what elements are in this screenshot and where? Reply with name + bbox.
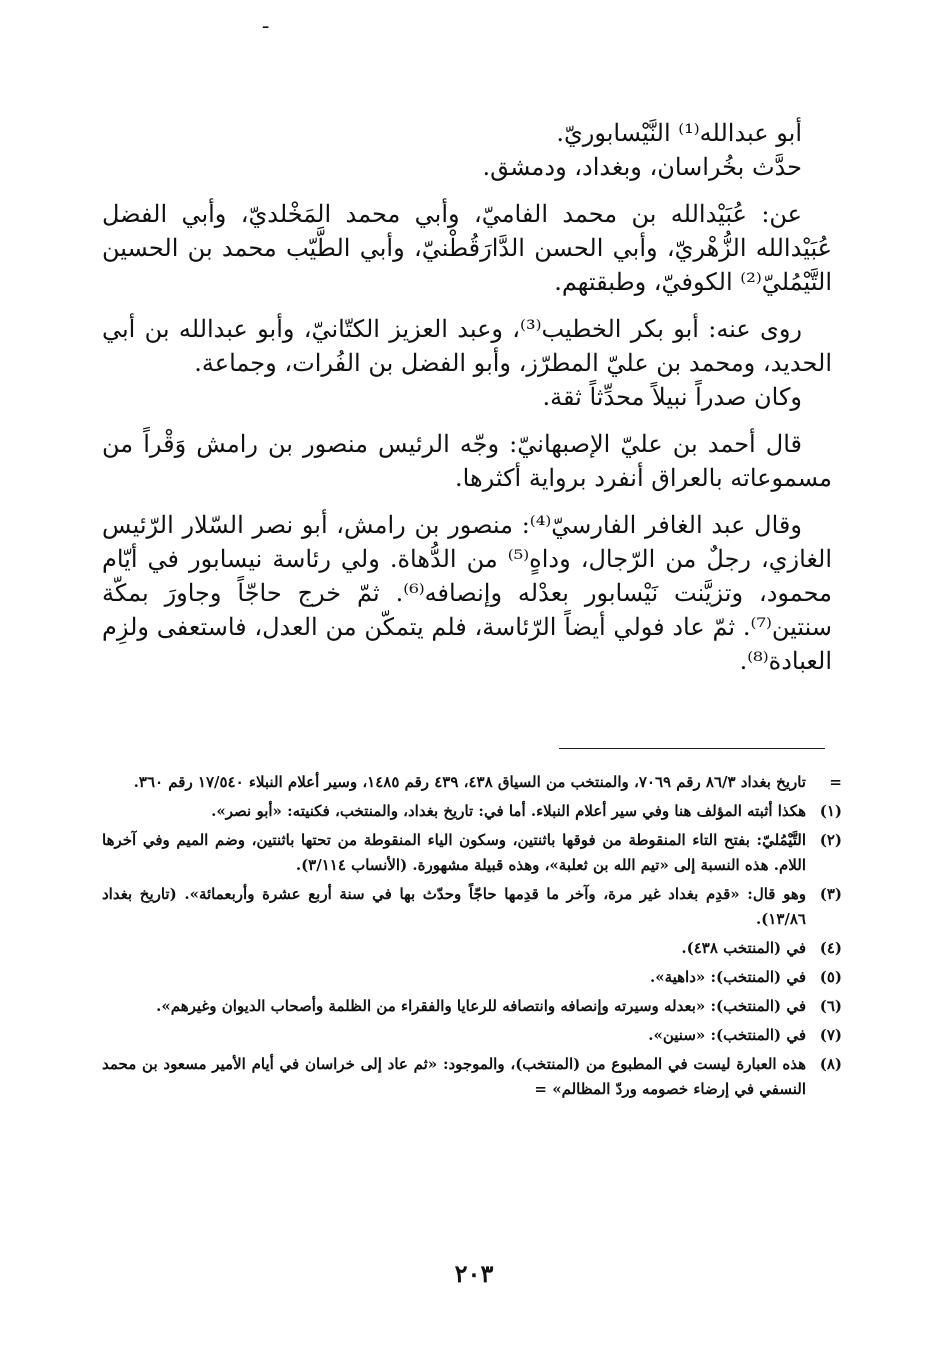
paragraph-gap [102,184,832,197]
narration-line: حدَّث بخُراسان، وبغداد، ودمشق. [482,153,802,181]
footnote-mark: = [829,773,842,791]
farisi-quote: وقال عبد الغافر الفارسيّ⁽⁴⁾: منصور بن رامش، أبو نصر السّلار الرّئيس الغازي، رجلٌ من الرّجال، وداهٍ⁽⁵⁾ من الدُّهاة. ولي رئاسة نيسابور في أيّام محمود، وتزيَّنت نَيْسابور بعدْله وإنصافه⁽⁶⁾. ثمّ خرج حاجّاً وجاورَ بمكّة سنتين⁽⁷⁾. ثمّ عاد فولي أيضاً الرّئاسة، فلم يتمكّن من العدل، فاستعفى ولزِم العبادة⁽⁸⁾. [102,511,833,675]
footnote-text: في (المنتخب): «بعدله وسيرته وإنصافه وانتصافه للرعايا والفقراء من الظلمة وأصحاب الديوان وغيرهم». [156,997,806,1015]
name-line: أبو عبدالله⁽¹⁾ النَّيْسابوريّ. [556,119,802,147]
footnote-text: هذه العبارة ليست في المطبوع من (المنتخب)، والموجود: «ثم عاد إلى خراسان في أيام الأمير مسعود بن محمد النسفي في إرضاء خصومه وردّ المظالم» = [102,1055,806,1098]
footnote-text: في (المنتخب ٤٣٨). [681,939,806,957]
isbahani-quote: قال أحمد بن عليّ الإصبهانيّ: وجّه الرئيس منصور بن رامش وَقْراً من مسموعاته بالعراق أنفرد برواية أكثرها. [102,430,832,492]
footnote-mark: (٣) [819,885,842,903]
footnote-item [102,828,842,878]
footnote-mark: (٤) [819,939,842,957]
footnote-text: في (المنتخب): «داهية». [649,968,806,986]
top-mark: ـ [263,12,269,33]
footnote-item [102,936,842,961]
paragraph-gap [102,299,832,312]
paragraph-gap [102,414,832,427]
footnote-text: هكذا أثبته المؤلف هنا وفي سير أعلام النبلاء. أما في: تاريخ بغداد، والمنتخب، فكنيته: «أبو نصر». [211,802,806,820]
footnote-item [102,1023,842,1048]
trust-line: وكان صدراً نبيلاً محدِّثاً ثقة. [542,383,802,411]
footnote-text: وهو قال: «قدِم بغداد غير مرة، وآخر ما قدِمها حاجّاً وحدّث بها في سنة أربع عشرة وأربعمائة». (تاريخ بغداد ١٣/٨٦). [102,885,806,928]
footnote-mark: (٢) [819,831,842,849]
main-text [102,116,832,678]
footnote-text: تاريخ بغداد ٨٦/٣ رقم ٧٠٦٩، والمنتخب من السياق ٤٣٨، ٤٣٩ رقم ١٤٨٥، وسير أعلام النبلاء ١٧/٥٤٠ رقم ٣٦٠. [133,773,806,791]
footnote-item [102,799,842,824]
footnote-text: التَّيْمُليّ: بفتح التاء المنقوطة من فوقها باثنتين، وسكون الياء المنقوطة من تحتها باثنتين، وضم الميم وفي آخرها اللام. هذه النسبة إلى «تيم الله بن ثعلبة»، وهذه قبيلة مشهورة. (الأنساب ٣/١١٤). [102,831,806,874]
footnote-item [102,882,842,932]
footnote-mark: (٧) [819,1026,842,1044]
footnotes [102,770,842,1106]
footnote-mark: (٥) [819,968,842,986]
page-number: ٢٠٣ [454,1259,494,1288]
footnote-text: في (المنتخب): «سنين». [648,1026,806,1044]
footnote-mark: (١) [819,802,842,820]
footnote-item [102,770,842,795]
footnote-item [102,1052,842,1102]
footnote-separator [559,748,825,749]
footnote-mark: (٦) [819,997,842,1015]
footnote-item [102,965,842,990]
footnote-mark: (٨) [819,1055,842,1073]
teachers-paragraph: عن: عُبَيْدالله بن محمد الفاميّ، وأبي محمد المَخْلديّ، وأبي الفضل عُبَيْدالله الزُّهْريّ، وأبي الحسن الدَّارَقُطْنيّ، وأبي الطَّيّب محمد بن الحسين التَّيْمُليّ⁽²⁾ الكوفيّ، وطبقتهم. [102,200,833,296]
footnote-item [102,994,842,1019]
paragraph-gap [102,495,832,508]
students-paragraph: روى عنه: أبو بكر الخطيب⁽³⁾، وعبد العزيز الكتّانيّ، وأبو عبدالله بن أبي الحديد، ومحمد بن عليّ المطرّز، وأبو الفضل بن الفُرات، وجماعة. [102,315,832,377]
